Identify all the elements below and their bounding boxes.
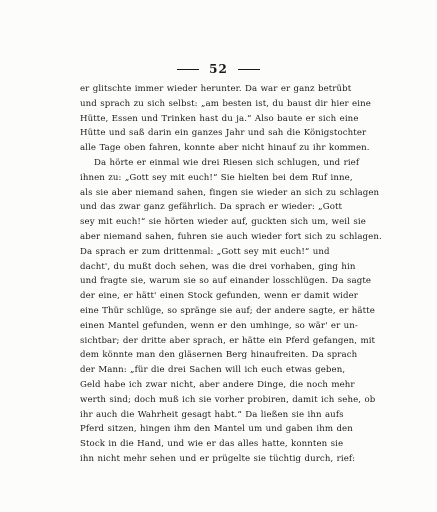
header-rule-left bbox=[177, 69, 199, 70]
text-line: ihnen zu: „Gott sey mit euch!“ Sie hielten bei dem Ruf inne, bbox=[80, 172, 353, 183]
text-line: werth sind; doch muß ich sie vorher probiren, damit ich sehe, ob bbox=[80, 394, 376, 405]
text-line: Hütte und saß darin ein ganzes Jahr und sah die Königstochter bbox=[80, 128, 367, 139]
text-line: und sprach zu sich selbst: „am besten ist, du baust dir hier eine bbox=[80, 98, 371, 109]
text-line: ihr auch die Wahrheit gesagt habt.“ Da ließen sie ihn aufs bbox=[80, 409, 344, 420]
text-line: alle Tage oben fahren, konnte aber nicht hinauf zu ihr kommen. bbox=[80, 143, 370, 154]
text-line: eine Thür schlüge, so spränge sie auf; der andere sagte, er hätte bbox=[80, 305, 375, 316]
text-line: Stock in die Hand, und wie er das alles hatte, konnten sie bbox=[80, 439, 344, 450]
text-line: dacht', du mußt doch sehen, was die drei vorhaben, ging hin bbox=[80, 261, 356, 272]
body-text bbox=[80, 82, 437, 467]
text-line: ihn nicht mehr sehen und er prügelte sie tüchtig durch, rief: bbox=[80, 453, 356, 464]
text-line: Da sprach er zum drittenmal: „Gott sey mit euch!“ und bbox=[80, 246, 330, 257]
text-line: und das zwar ganz gefährlich. Da sprach er wieder: „Gott bbox=[80, 202, 343, 213]
text-line: aber niemand sahen, fuhren sie auch wieder fort sich zu schlagen. bbox=[80, 231, 382, 242]
text-line: und fragte sie, warum sie so auf einander losschlügen. Da sagte bbox=[80, 276, 372, 287]
text-line: Da hörte er einmal wie drei Riesen sich schlugen, und rief bbox=[94, 157, 360, 168]
text-line: sichtbar; der dritte aber sprach, er hätte ein Pferd gefangen, mit bbox=[80, 335, 376, 346]
text-line: der eine, er hätt' einen Stock gefunden, wenn er damit wider bbox=[80, 291, 359, 302]
text-line: Hütte, Essen und Trinken hast du ja.“ Also baute er sich eine bbox=[80, 113, 359, 124]
text-line: Pferd sitzen, hingen ihm den Mantel um und gaben ihm den bbox=[80, 424, 353, 435]
text-line: Geld habe ich zwar nicht, aber andere Dinge, die noch mehr bbox=[80, 379, 355, 390]
text-line: dem könnte man den gläsernen Berg hinaufreiten. Da sprach bbox=[80, 350, 358, 361]
text-line: der Mann: „für die drei Sachen will ich euch etwas geben, bbox=[80, 365, 346, 376]
page-header bbox=[0, 62, 437, 76]
page-number: 52 bbox=[209, 62, 228, 76]
header-rule-right bbox=[238, 69, 260, 70]
text-line: er glitschte immer wieder herunter. Da war er ganz betrübt bbox=[80, 84, 352, 94]
text-line: als sie aber niemand sahen, fingen sie wieder an sich zu schlagen bbox=[80, 187, 380, 198]
text-line: einen Mantel gefunden, wenn er den umhinge, so wär' er un- bbox=[80, 320, 358, 331]
text-line: sey mit euch!“ sie hörten wieder auf, guckten sich um, weil sie bbox=[80, 217, 366, 228]
